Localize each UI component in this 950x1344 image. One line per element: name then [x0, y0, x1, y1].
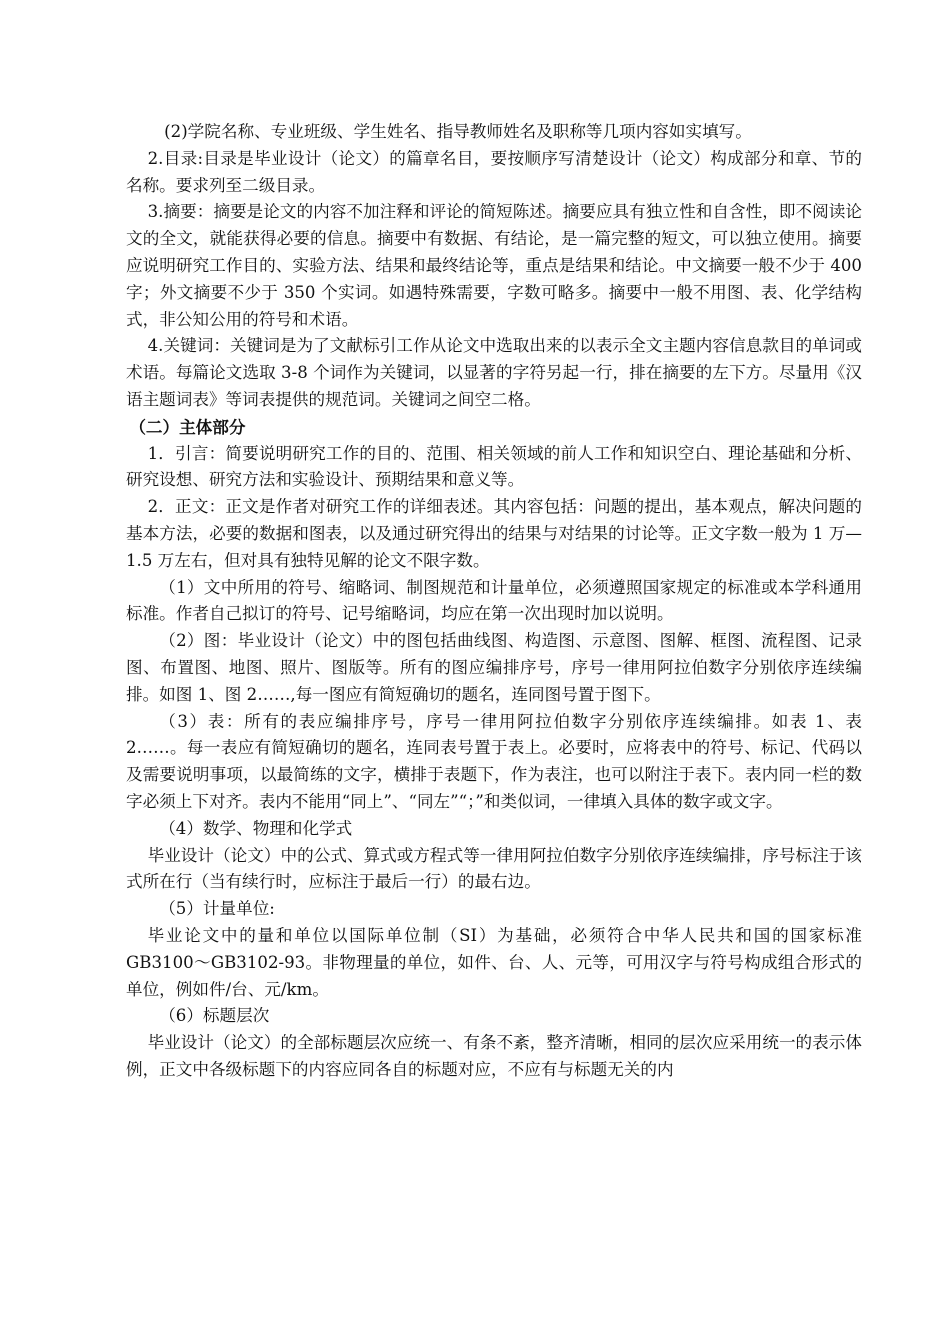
paragraph-formulas: 毕业设计（论文）中的公式、算式或方程式等一律用阿拉伯数字分别依序连续编排，序号标注于该式所在行（当有续行时，应标注于最后一行）的最右边。: [126, 845, 862, 892]
subheading-formulas: （4）数学、物理和化学式: [159, 818, 353, 838]
paragraph-tables: （3）表：所有的表应编排序号，序号一律用阿拉伯数字分别依序连续编排。如表 1、表 2……。每一表应有简短确切的题名，连同表号置于表上。必要时，应将表中的符号、标记、代码以及需要说明事项，以最简练的文字，横排于表题下，作为表注，也可以附注于表下。表内同一栏的数字必须上下对齐。表内不能用“同上”、“同左”“；”和类似词，一律填入具体的数字或文字。: [126, 711, 862, 811]
section-heading-main-body: （二）主体部分: [129, 416, 246, 437]
paragraph-table-of-contents: 2.目录:目录是毕业设计（论文）的篇章名目，要按顺序写清楚设计（论文）构成部分和章、节的名称。要求列至二级目录。: [126, 148, 862, 195]
paragraph-introduction: 1．引言：简要说明研究工作的目的、范围、相关领域的前人工作和知识空白、理论基础和分析、研究设想、研究方法和实验设计、预期结果和意义等。: [126, 443, 862, 490]
subheading-units: （5）计量单位:: [159, 899, 275, 919]
paragraph-figures: （2）图：毕业设计（论文）中的图包括曲线图、构造图、示意图、图解、框图、流程图、记录图、布置图、地图、照片、图版等。所有的图应编排序号，序号一律用阿拉伯数字分别依序连续编排。如图 1、图 2……,每一图应有简短确切的题名，连同图号置于图下。: [126, 631, 862, 704]
paragraph-abstract: 3.摘要：摘要是论文的内容不加注释和评论的简短陈述。摘要应具有独立性和自含性，即不阅读论文的全文，就能获得必要的信息。摘要中有数据、有结论，是一篇完整的短文，可以独立使用。摘要应说明研究工作目的、实验方法、结果和最终结论等，重点是结果和结论。中文摘要一般不少于 400 字；外文摘要不少于 350 个实词。如遇特殊需要，字数可略多。摘要中一般不用图、表、化学结构式，非公知公用的符号和术语。: [126, 202, 862, 329]
paragraph-title-levels: 毕业设计（论文）的全部标题层次应统一、有条不紊，整齐清晰，相同的层次应采用统一的表示体例，正文中各级标题下的内容应同各自的标题对应，不应有与标题无关的内: [126, 1033, 862, 1079]
document-body: [126, 119, 862, 1084]
paragraph-keywords: 4.关键词：关键词是为了文献标引工作从论文中选取出来的以表示全文主题内容信息款目的单词或术语。每篇论文选取 3-8 个词作为关键词，以显著的字符另起一行，排在摘要的左下方。尽量用《汉语主题词表》等词表提供的规范词。关键词之间空二格。: [126, 336, 862, 409]
paragraph-main-text: 2．正文：正文是作者对研究工作的详细表述。其内容包括：问题的提出，基本观点，解决问题的基本方法，必要的数据和图表，以及通过研究得出的结果与对结果的讨论等。正文字数一般为 1 万—1.5 万左右，但对具有独特见解的论文不限字数。: [126, 497, 862, 570]
paragraph-symbols: （1）文中所用的符号、缩略词、制图规范和计量单位，必须遵照国家规定的标准或本学科通用标准。作者自己拟订的符号、记号缩略词，均应在第一次出现时加以说明。: [126, 577, 862, 624]
paragraph-units: 毕业论文中的量和单位以国际单位制（SI）为基础，必须符合中华人民共和国的国家标准 GB3100～GB3102-93。非物理量的单位，如件、台、人、元等，可用汉字与符号构成组合形式的单位，例如件/台、元/km。: [126, 925, 862, 999]
subheading-title-levels: （6）标题层次: [159, 1006, 270, 1026]
paragraph-cover-info: (2)学院名称、专业班级、学生姓名、指导教师姓名及职称等几项内容如实填写。: [164, 122, 752, 141]
